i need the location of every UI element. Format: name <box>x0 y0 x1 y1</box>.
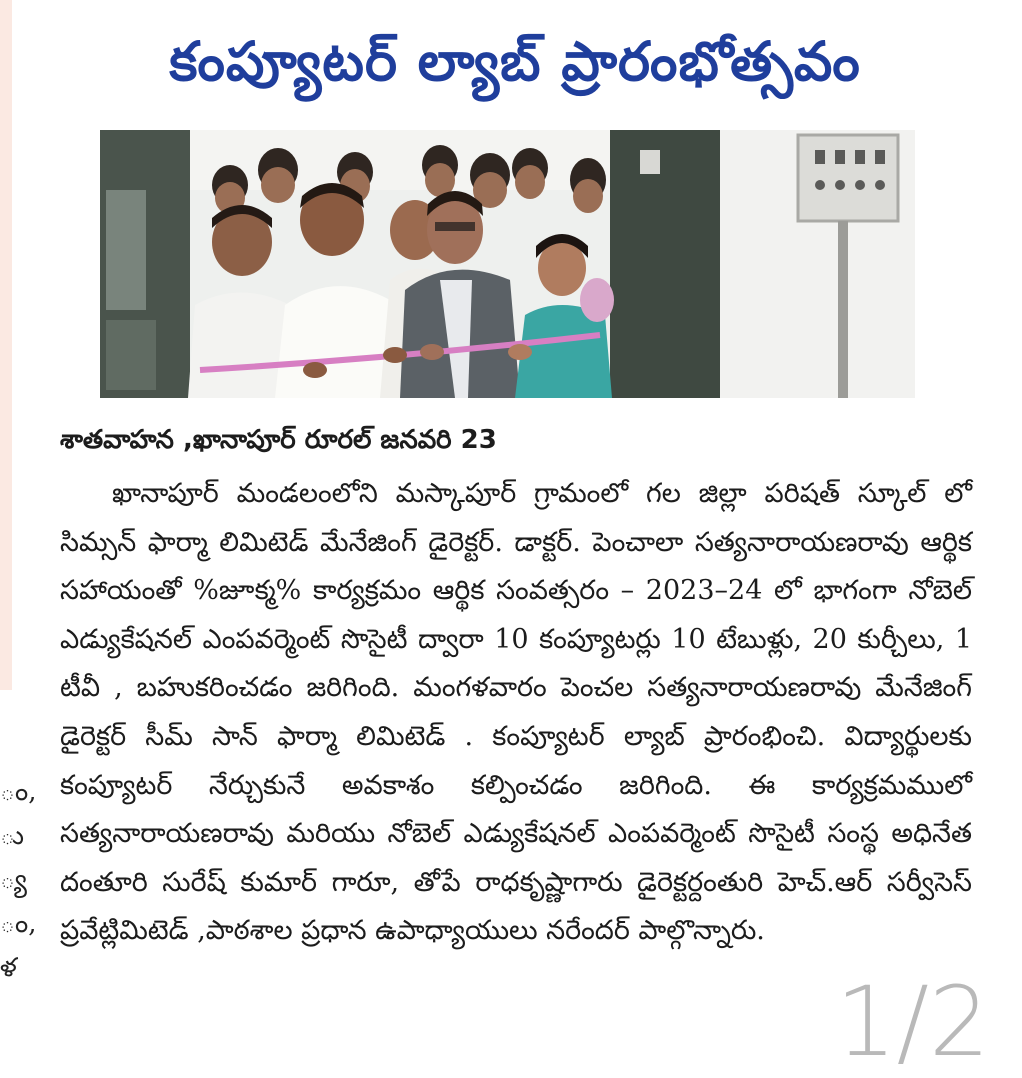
article-body: ఖానాపూర్ మండలంలోని మస్కాపూర్ గ్రామంలో గల జిల్లా పరిషత్ స్కూల్ లో సిమ్సన్ ఫార్మా లిమిటెడ్ మేనేజింగ్ డైరెక్టర్. డాక్టర్. పెంచాలా సత్యనారాయణరావు ఆర్థిక సహాయంతో %జూక్మ% కార్యక్రమం ఆర్థిక సంవత్సరం – 2023–24 లో భాగంగా నోబెల్ ఎడ్యుకేషనల్ ఎంపవర్మెంట్ సొసైటీ ద్వారా 10 కంప్యూటర్లు 10 టేబుళ్లు, 20 కుర్చీలు, 1 టీవీ , బహుకరించడం జరిగింది. మంగళవారం పెంచల సత్యనారాయణరావు మేనేజింగ్ డైరెక్టర్ సీమ్ సాన్ ఫార్మా లిమిటెడ్ . కంప్యూటర్ ల్యాబ్ ప్రారంభించి. విద్యార్థులకు కంప్యూటర్ నేర్చుకునే అవకాశం కల్పించడం జరిగింది. ఈ కార్యక్రమములో సత్యనారాయణరావు మరియు నోబెల్ ఎడ్యుకేషనల్ ఎంపవర్మెంట్ సొసైటీ సంస్థ అధినేత దంతూరి సురేష్ కుమార్ గారూ, తోపే రాధకృష్ణాగారు డైరెక్టర్దంతురి హెచ్.ఆర్ సర్వీసెస్ ప్రవేట్లిమిటెడ్ ,పాఠశాల ప్రధాన ఉపాధ్యాయులు నరేందర్ పాల్గొన్నారు. <box>60 478 972 947</box>
adjacent-column-strip <box>0 0 12 690</box>
article-headline: కంప్యూటర్ ల్యాబ్ ప్రారంభోత్సవం <box>169 30 861 93</box>
edge-fragment: ్య <box>0 865 27 895</box>
ribbon-cutting-photo <box>100 130 915 398</box>
edge-fragment: ళ <box>0 953 17 983</box>
article-dateline: శాతవాహన ,ఖానాపూర్ రూరల్ జనవరి 23 <box>60 425 497 455</box>
edge-fragment: ం, <box>0 777 37 807</box>
page-indicator: 1/2 <box>835 966 990 1078</box>
article-photo <box>100 130 915 398</box>
edge-fragment: ం, <box>0 909 37 939</box>
edge-fragment: ు <box>0 821 25 851</box>
adjacent-column-text <box>0 770 37 990</box>
